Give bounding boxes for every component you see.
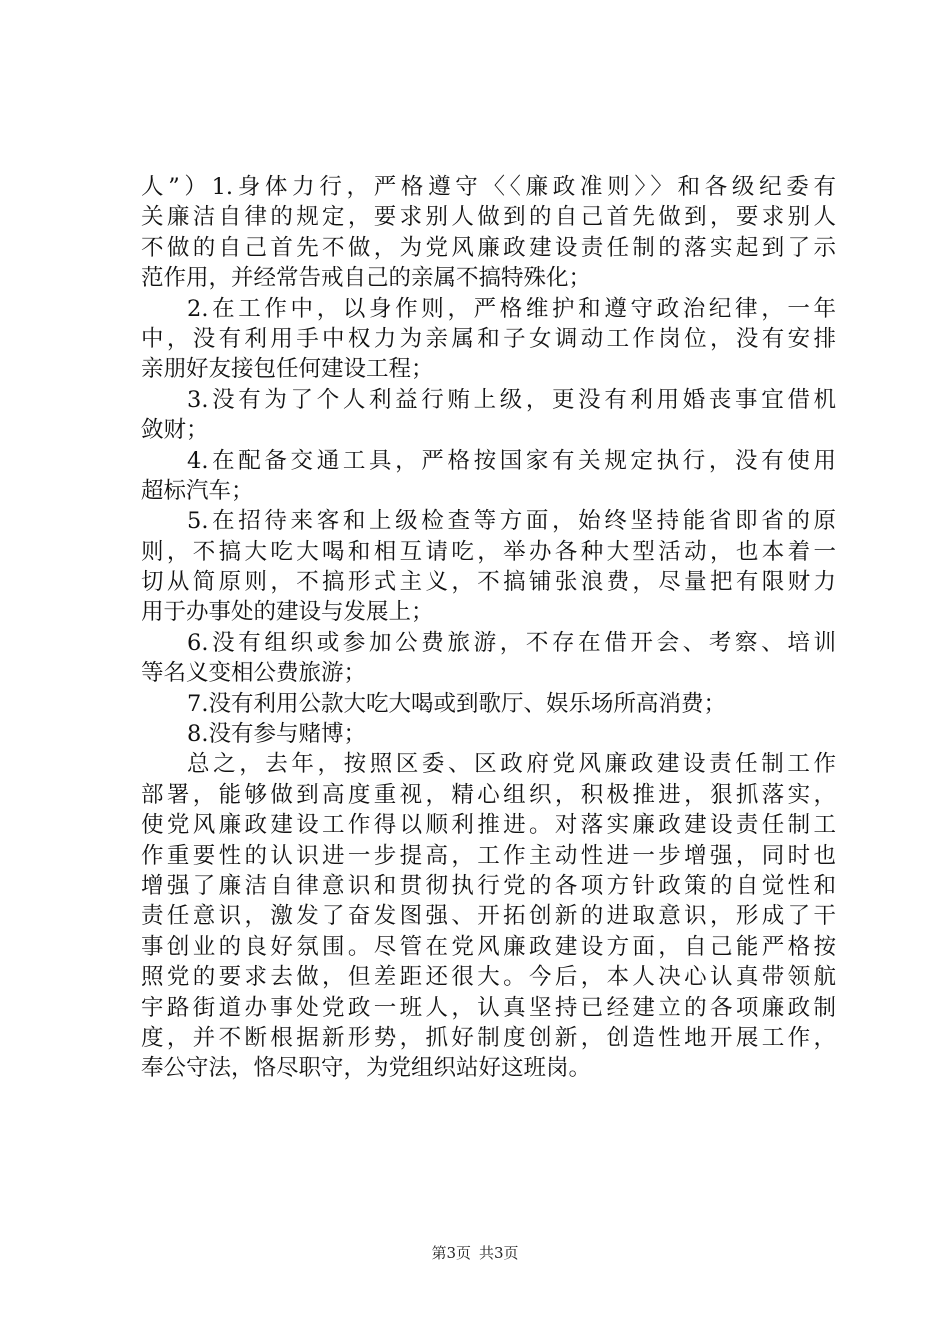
- text-line: 3.没有为了个人利益行贿上级，更没有利用婚丧事宜借机: [187, 386, 836, 413]
- text-line: 不做的自己首先不做，为党风廉政建设责任制的落实起到了示: [141, 234, 836, 261]
- text-line: 中，没有利用手中权力为亲属和子女调动工作岗位，没有安排: [141, 325, 836, 352]
- text-line: 度，并不断根据新形势，抓好制度创新，创造性地开展工作，: [141, 1024, 836, 1051]
- text-line: 事创业的良好氛围。尽管在党风廉政建设方面，自己能严格按: [141, 933, 836, 960]
- paragraph: [141, 749, 836, 1083]
- text-line: 超标汽车；: [141, 477, 254, 504]
- text-line: 亲朋好友接包任何建设工程；: [141, 356, 434, 383]
- page-total: 共3页: [479, 1244, 519, 1262]
- page-number: 第3页: [431, 1244, 471, 1262]
- text-line: 总之，去年，按照区委、区政府党风廉政建设责任制工作: [187, 751, 836, 778]
- text-line: 则，不搞大吃大喝和相互请吃，举办各种大型活动，也本着一: [141, 538, 836, 565]
- text-line: 4.在配备交通工具，严格按国家有关规定执行，没有使用: [187, 447, 836, 474]
- paragraph: [141, 506, 836, 628]
- text-line: 关廉洁自律的规定，要求别人做到的自己首先做到，要求别人: [141, 204, 836, 231]
- text-line: 8.没有参与赌博；: [187, 721, 366, 748]
- paragraph: [141, 689, 836, 719]
- text-line: 部署，能够做到高度重视，精心组织，积极推进，狠抓落实，: [141, 781, 836, 808]
- document-body: [141, 172, 836, 1084]
- text-line: 宇路街道办事处党政一班人，认真坚持已经建立的各项廉政制: [141, 994, 836, 1021]
- paragraph: [141, 628, 836, 689]
- text-line: 5.在招待来客和上级检查等方面，始终坚持能省即省的原: [187, 508, 836, 535]
- text-line: 照党的要求去做，但差距还很大。今后，本人决心认真带领航: [141, 964, 836, 991]
- text-line: 责任意识，激发了奋发图强、开拓创新的进取意识，形成了干: [141, 903, 836, 930]
- text-line: 用于办事处的建设与发展上；: [141, 599, 434, 626]
- text-line: 增强了廉洁自律意识和贯彻执行党的各项方针政策的自觉性和: [141, 872, 836, 899]
- paragraph: [141, 446, 836, 507]
- paragraph: [141, 385, 836, 446]
- text-line: 作重要性的认识进一步提高，工作主动性进一步增强，同时也: [141, 842, 836, 869]
- text-line: 敛财；: [141, 417, 209, 444]
- text-line: 2.在工作中，以身作则，严格维护和遵守政治纪律，一年: [187, 295, 836, 322]
- text-line: 奉公守法，恪尽职守，为党组织站好这班岗。: [141, 1055, 592, 1082]
- paragraph: [141, 719, 836, 749]
- text-line: 7.没有利用公款大吃大喝或到歌厅、娱乐场所高消费；: [187, 690, 726, 717]
- page-footer: [0, 1243, 950, 1263]
- text-line: 范作用，并经常告戒自己的亲属不搞特殊化；: [141, 265, 592, 292]
- text-line: 切从简原则，不搞形式主义，不搞铺张浪费，尽量把有限财力: [141, 569, 836, 596]
- paragraph: [141, 172, 836, 294]
- text-line: 人”）1.身体力行，严格遵守〈〈廉政准则〉〉和各级纪委有: [141, 174, 836, 200]
- text-line: 等名义变相公费旅游；: [141, 660, 367, 687]
- paragraph: [141, 294, 836, 385]
- text-line: 使党风廉政建设工作得以顺利推进。对落实廉政建设责任制工: [141, 812, 836, 839]
- text-line: 6.没有组织或参加公费旅游，不存在借开会、考察、培训: [187, 629, 836, 656]
